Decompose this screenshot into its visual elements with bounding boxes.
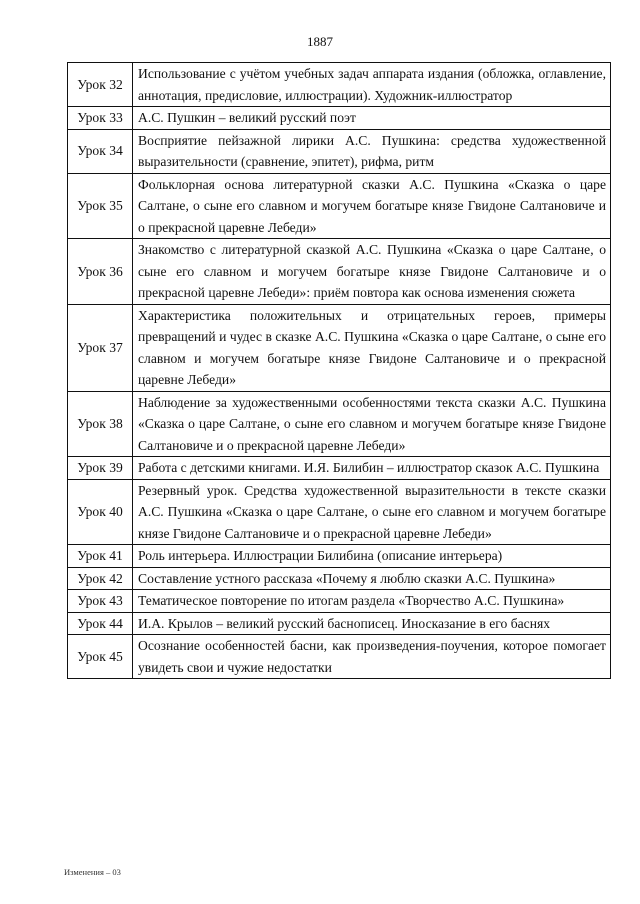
lesson-description: А.С. Пушкин – великий русский поэт — [133, 107, 611, 130]
table-row — [68, 635, 611, 679]
lesson-description: Составление устного рассказа «Почему я люблю сказки А.С. Пушкина» — [133, 567, 611, 590]
lesson-label: Урок 33 — [68, 107, 133, 130]
lesson-description: Резервный урок. Средства художественной выразительности в тексте сказки А.С. Пушкина «Сказка о царе Салтане, о сыне его славном и могучем богатыре князе Гвидоне Салтановиче и о прекрасной царевне Лебеди» — [133, 479, 611, 545]
lesson-label: Урок 39 — [68, 457, 133, 480]
table-row — [68, 129, 611, 173]
lesson-description: Знакомство с литературной сказкой А.С. Пушкина «Сказка о царе Салтане, о сыне его славном и могучем богатыре князе Гвидоне Салтановиче и о прекрасной царевне Лебеди»: приём повтора как основа изменения сюжета — [133, 239, 611, 305]
lesson-description: Фольклорная основа литературной сказки А.С. Пушкина «Сказка о царе Салтане, о сыне его славном и могучем богатыре князе Гвидоне Салтановиче и о прекрасной царевне Лебеди» — [133, 173, 611, 239]
lesson-description: Роль интерьера. Иллюстрации Билибина (описание интерьера) — [133, 545, 611, 568]
lesson-label: Урок 45 — [68, 635, 133, 679]
lesson-description: Работа с детскими книгами. И.Я. Билибин – иллюстратор сказок А.С. Пушкина — [133, 457, 611, 480]
table-row — [68, 567, 611, 590]
lesson-description: Осознание особенностей басни, как произведения-поучения, которое помогает увидеть свои и чужие недостатки — [133, 635, 611, 679]
table-row — [68, 612, 611, 635]
lesson-description: И.А. Крылов – великий русский баснописец. Иносказание в его баснях — [133, 612, 611, 635]
lesson-label: Урок 35 — [68, 173, 133, 239]
lesson-label: Урок 34 — [68, 129, 133, 173]
lesson-description: Использование с учётом учебных задач аппарата издания (обложка, оглавление, аннотация, предисловие, иллюстрации). Художник-иллюстратор — [133, 63, 611, 107]
table-row — [68, 545, 611, 568]
lesson-description: Восприятие пейзажной лирики А.С. Пушкина: средства художественной выразительности (сравнение, эпитет), рифма, ритм — [133, 129, 611, 173]
table-row — [68, 304, 611, 391]
lesson-label: Урок 43 — [68, 590, 133, 613]
table-row — [68, 391, 611, 457]
table-row — [68, 479, 611, 545]
lessons-table — [67, 62, 611, 679]
lesson-description: Тематическое повторение по итогам раздела «Творчество А.С. Пушкина» — [133, 590, 611, 613]
page-number: 1887 — [307, 34, 333, 49]
lesson-label: Урок 41 — [68, 545, 133, 568]
lesson-label: Урок 40 — [68, 479, 133, 545]
lesson-label: Урок 44 — [68, 612, 133, 635]
lesson-label: Урок 42 — [68, 567, 133, 590]
revision-note: Изменения – 03 — [64, 867, 121, 877]
lesson-label: Урок 32 — [68, 63, 133, 107]
lesson-description: Наблюдение за художественными особенностями текста сказки А.С. Пушкина «Сказка о царе Салтане, о сыне его славном и могучем богатыре князе Гвидоне Салтановиче и о прекрасной царевне Лебеди» — [133, 391, 611, 457]
lesson-label: Урок 36 — [68, 239, 133, 305]
table-row — [68, 457, 611, 480]
lesson-description: Характеристика положительных и отрицательных героев, примеры превращений и чудес в сказке А.С. Пушкина «Сказка о царе Салтане, о сыне его славном и могучем богатыре князе Гвидоне Салтановиче и о прекрасной царевне Лебеди» — [133, 304, 611, 391]
table-row — [68, 239, 611, 305]
lesson-label: Урок 37 — [68, 304, 133, 391]
table-row — [68, 173, 611, 239]
table-row — [68, 107, 611, 130]
lesson-label: Урок 38 — [68, 391, 133, 457]
table-row — [68, 590, 611, 613]
table-row — [68, 63, 611, 107]
